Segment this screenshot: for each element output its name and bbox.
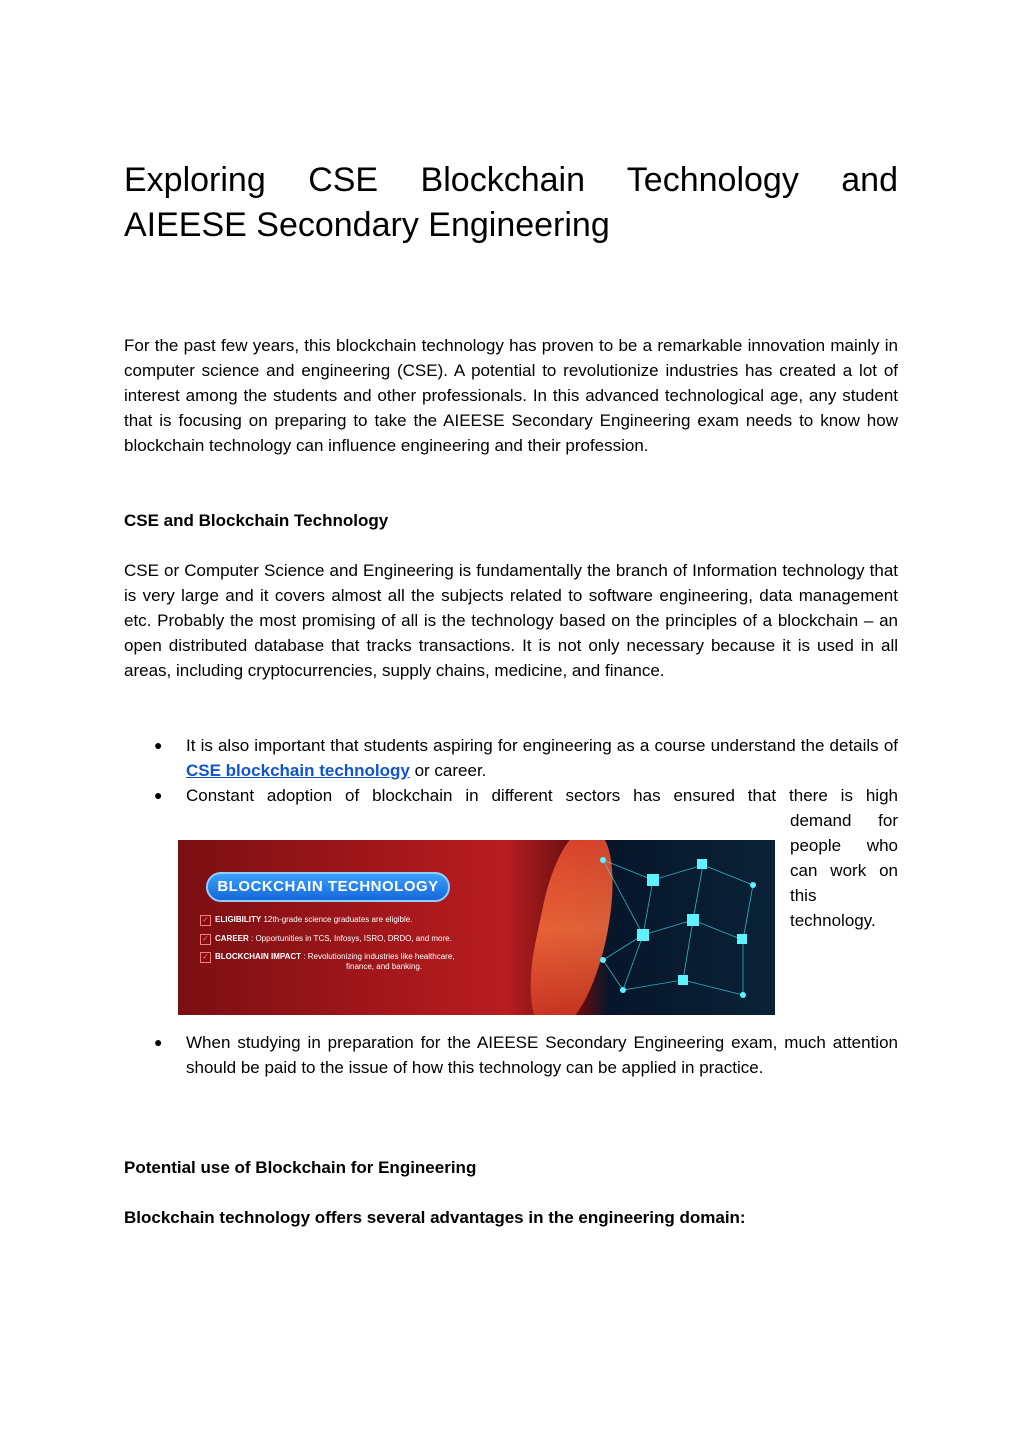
section-heading-potential: Potential use of Blockchain for Engineering <box>124 1158 477 1177</box>
banner-row-impact-cont: finance, and banking. <box>346 962 423 971</box>
bullet-icon: ● <box>154 737 163 753</box>
section-subheading-advantages: Blockchain technology offers several advantages in the engineering domain: <box>124 1208 746 1227</box>
check-icon: ✓ <box>200 952 211 963</box>
bullet-2-last: technology. <box>790 911 876 930</box>
cse-paragraph: CSE or Computer Science and Engineering is fundamentally the branch of Information technology that is very large and it covers almost all the subjects related to software engineering, data management etc. Probably the most promising of all is the technology based on the principles of a blockchain – an open distributed database that tracks transactions. It is not only necessary because it is used in all areas, including cryptocurrencies, supply chains, medicine, and finance. <box>124 561 898 680</box>
bullet-icon: ● <box>154 1034 163 1050</box>
cse-blockchain-link[interactable]: CSE blockchain technology <box>186 761 410 780</box>
banner-row-eligibility <box>200 915 412 926</box>
bullet-2-line-1: Constant adoption of blockchain in different sectors has ensured that there is high <box>186 786 898 805</box>
banner-title-pill: BLOCKCHAIN TECHNOLOGY <box>206 872 450 902</box>
bullet-1-text: It is also important that students aspiring for engineering as a course understand the details of <box>186 736 898 755</box>
title-line-1: Exploring CSE Blockchain Technology and <box>124 161 898 199</box>
check-icon: ✓ <box>200 915 211 926</box>
bullet-icon: ● <box>154 787 163 803</box>
bullet-2-wrap-text <box>790 808 898 933</box>
banner-row-label: CAREER <box>215 934 249 943</box>
bullet-2-rest: demand for people who can work on this <box>790 811 898 905</box>
title-line-2: AIEESE Secondary Engineering <box>124 206 610 244</box>
banner-row-text: : Revolutionizing industries like healthcare, <box>301 952 455 961</box>
bullet-1-tail: or career. <box>409 761 487 780</box>
bullet-3-text: When studying in preparation for the AIEESE Secondary Engineering exam, much attention should be paid to the issue of how this technology can be applied in practice. <box>186 1033 898 1077</box>
network-graphic <box>583 840 775 1015</box>
section-heading-cse: CSE and Blockchain Technology <box>124 511 389 530</box>
document-title <box>124 158 898 248</box>
check-icon: ✓ <box>200 934 211 945</box>
banner-row-text: : Opportunities in TCS, Infosys, ISRO, DRDO, and more. <box>248 934 452 943</box>
banner-row-label: BLOCKCHAIN IMPACT <box>215 952 302 961</box>
list-item <box>154 733 898 783</box>
banner-row-text: 12th-grade science graduates are eligible. <box>261 915 413 924</box>
banner-row-career <box>200 934 452 945</box>
intro-paragraph: For the past few years, this blockchain technology has proven to be a remarkable innovation mainly in computer science and engineering (CSE). A potential to revolutionize industries has created a lot of interest among the students and other professionals. In this advanced technological age, any student that is focusing on preparing to take the AIEESE Secondary Engineering exam needs to know how blockchain technology can influence engineering and their profession. <box>124 336 898 455</box>
banner-row-label: ELIGIBILITY <box>215 915 262 924</box>
blockchain-banner-image <box>178 840 775 1015</box>
list-item <box>154 1030 898 1080</box>
